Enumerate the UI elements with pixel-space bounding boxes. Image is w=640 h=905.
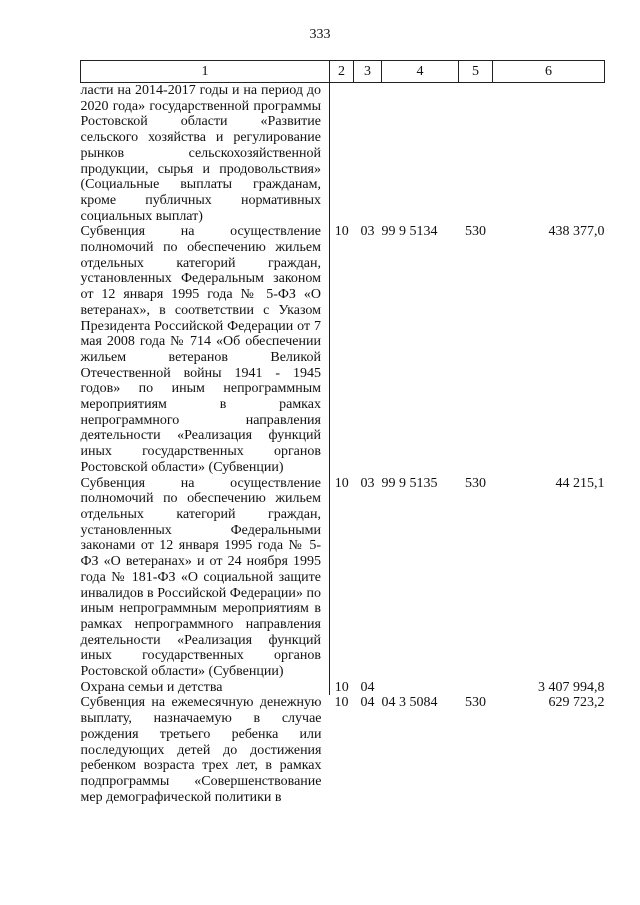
row-expense-type: 530 xyxy=(465,695,486,711)
row-subsection-code: 03 xyxy=(360,475,375,491)
column-header: 1 xyxy=(81,61,330,83)
row-expense-type: 530 xyxy=(465,224,486,240)
column-header: 3 xyxy=(354,61,382,83)
row-amount xyxy=(493,83,605,225)
row-amount: 438 377,0 xyxy=(548,224,605,240)
row-subsection-code: 04 xyxy=(360,695,375,711)
row-section-code: 10 xyxy=(334,224,349,240)
row-expense-type xyxy=(459,83,493,225)
row-amount: 44 215,1 xyxy=(555,475,605,491)
table-row xyxy=(81,476,605,680)
row-section-code: 10 xyxy=(334,695,349,711)
table-row xyxy=(81,83,605,225)
page-number: 333 xyxy=(309,27,331,42)
row-expense-type: 530 xyxy=(465,475,486,491)
row-target-article xyxy=(382,680,459,696)
row-description: Субвенция на осуществление полномочий по обеспечению жильем отдельных категорий граждан, установленных Федеральным законом от 12 января 1995 года № 5-ФЗ «О ветеранах», в соответствии с Указом Президента Российской Федерации от 7 мая 2008 года № 714 «Об обеспечении жильем ветеранов Великой Отечественной войны 1941 - 1945 годов» по иным непрограммным мероприятиям в рамках непрограммного направления деятельности «Реализация функций иных государственных органов Ростовской области» (Субвенции) xyxy=(81,224,330,475)
row-target-article: 99 9 5134 xyxy=(381,224,438,240)
row-target-article: 99 9 5135 xyxy=(381,475,438,491)
row-section-code: 10 xyxy=(334,475,349,491)
table-row xyxy=(81,695,605,805)
column-header: 6 xyxy=(493,61,605,83)
column-header: 4 xyxy=(382,61,459,83)
row-section-code: 10 xyxy=(334,679,349,695)
table-row xyxy=(81,224,605,475)
row-description: Субвенция на ежемесячную денежную выплату, назначаемую в случае рождения третьего ребенка или последующих детей до достижения ребенком возраста трех лет, в рамках подпрограммы «Совершенствование мер демографической политики в xyxy=(80,695,322,805)
row-subsection-code xyxy=(354,83,382,225)
column-header: 2 xyxy=(330,61,354,83)
row-target-article xyxy=(382,83,459,225)
row-subsection-code: 04 xyxy=(360,679,375,695)
table-row xyxy=(81,680,605,696)
row-section-code xyxy=(330,83,354,225)
row-description: Охрана семьи и детства xyxy=(81,680,330,696)
row-description: Субвенция на осуществление полномочий по обеспечению жильем отдельных категорий граждан, установленных Федеральными законами от 12 января 1995 года № 5-ФЗ «О ветеранах» и от 24 ноября 1995 года № 181-ФЗ «О социальной защите инвалидов в Российской Федерации» по иным непрограммным мероприятиям в рамках непрограммного направления деятельности «Реализация функций иных государственных органов Ростовской области» (Субвенции) xyxy=(81,476,330,680)
row-expense-type xyxy=(459,680,493,696)
row-amount: 3 407 994,8 xyxy=(538,679,605,695)
row-amount: 629 723,2 xyxy=(548,695,605,711)
row-target-article: 04 3 5084 xyxy=(381,695,438,711)
budget-table xyxy=(80,60,605,805)
row-description: ласти на 2014-2017 годы и на период до 2020 года» государственной программы Ростовской области «Развитие сельского хозяйства и регулирование рынков сельскохозяйственной продукции, сырья и продовольствия» (Социальные выплаты гражданам, кроме публичных нормативных социальных выплат) xyxy=(81,83,330,225)
table-header-row xyxy=(81,61,605,83)
row-subsection-code: 03 xyxy=(360,224,375,240)
column-header: 5 xyxy=(459,61,493,83)
